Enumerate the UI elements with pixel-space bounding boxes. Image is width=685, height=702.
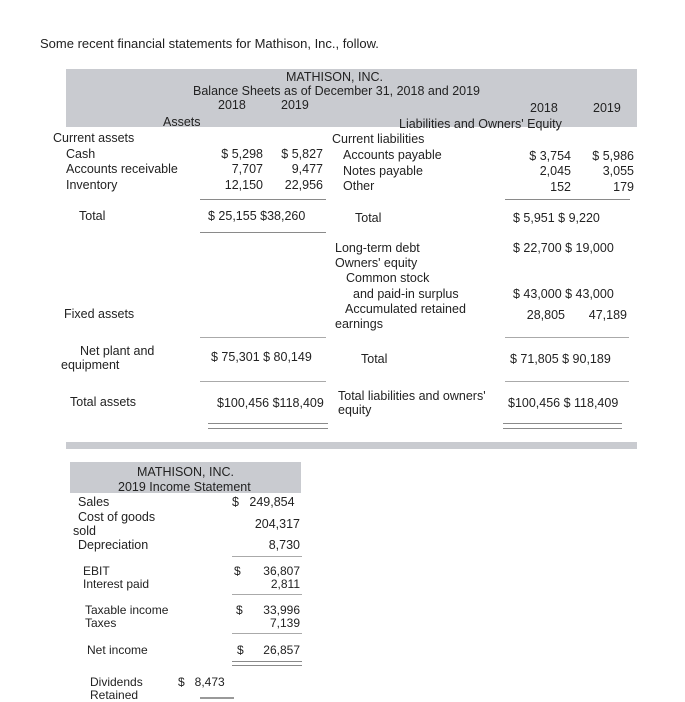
common-stock-label: Common stock (346, 271, 430, 285)
owners-equity-total: $ 71,805 $ 90,189 (510, 352, 611, 366)
total-assets-double-rule-2 (208, 428, 328, 429)
common-stock-values: $ 43,000 $ 43,000 (513, 287, 614, 301)
total-assets-label: Total assets (70, 395, 137, 409)
retained-value-cutoff (200, 695, 234, 700)
fixed-assets-rule (200, 337, 326, 338)
current-assets-total: $ 25,155 $38,260 (208, 209, 306, 223)
accounts-receivable-2018: 7,707 (231, 162, 263, 176)
accumulated-retained-label: Accumulated retained (345, 302, 466, 316)
owners-equity-total-rule (505, 381, 629, 382)
accounts-payable-label: Accounts payable (343, 148, 442, 162)
notes-payable-2019: 3,055 (602, 164, 634, 178)
intro-text: Some recent financial statements for Mathison, Inc., follow. (40, 36, 379, 51)
retained-earnings-2018: 28,805 (526, 308, 565, 322)
long-term-debt-label: Long-term debt (335, 241, 420, 255)
current-assets-label: Current assets (53, 131, 135, 145)
owners-equity-rule (505, 337, 629, 338)
total-assets-values: $100,456 $118,409 (217, 396, 324, 410)
current-liabilities-total: $ 5,951 $ 9,220 (513, 211, 600, 225)
ebit-label: EBIT (83, 564, 110, 578)
current-liabilities-total-label: Total (355, 211, 382, 225)
current-liabilities-label: Current liabilities (332, 132, 425, 146)
sales-label: Sales (78, 495, 110, 509)
accounts-receivable-label: Accounts receivable (66, 162, 178, 176)
net-plant-label-1: Net plant and (80, 344, 155, 358)
cogs-label-2: sold (73, 524, 96, 538)
notes-payable-2018: 2,045 (539, 164, 571, 178)
fixed-assets-label: Fixed assets (64, 307, 135, 321)
ebit-value: 36,807 (263, 564, 300, 578)
dividends-label: Dividends (90, 675, 143, 689)
liabilities-header: Liabilities and Owners' Equity (399, 117, 562, 131)
liab-year-2018: 2018 (530, 101, 558, 115)
dividends-value: $ 8,473 (178, 675, 225, 689)
cogs-label-1: Cost of goods (78, 510, 156, 524)
paid-in-surplus-label: and paid-in surplus (353, 287, 459, 301)
total-liabilities-label-1: Total liabilities and owners' (338, 389, 486, 403)
total-liabilities-double-rule-2 (503, 428, 622, 429)
taxable-income-label: Taxable income (85, 603, 169, 617)
inventory-label: Inventory (66, 178, 118, 192)
cash-label: Cash (66, 147, 96, 161)
taxes-value: 7,139 (269, 616, 300, 630)
other-2018: 152 (550, 180, 571, 194)
retained-earnings-2019: 47,189 (588, 308, 627, 322)
current-assets-rule (200, 199, 326, 200)
net-income-dollar: $ (237, 643, 244, 657)
inventory-2018: 12,150 (224, 178, 263, 192)
accounts-payable-2019: $ 5,986 (592, 149, 634, 163)
net-income-double-rule-2 (232, 665, 302, 666)
earnings-label: earnings (335, 317, 383, 331)
depreciation-value: 8,730 (268, 538, 300, 552)
income-statement-company: MATHISON, INC. (137, 465, 234, 479)
interest-paid-label: Interest paid (83, 577, 150, 591)
other-2019: 179 (613, 180, 634, 194)
other-label: Other (343, 179, 375, 193)
taxes-label: Taxes (85, 616, 117, 630)
taxes-rule (232, 633, 302, 634)
current-liabilities-rule (505, 199, 630, 200)
total-liabilities-values: $100,456 $ 118,409 (508, 396, 619, 410)
sales-value: $ 249,854 (232, 495, 295, 509)
assets-header: Assets (163, 115, 201, 129)
current-assets-total-label: Total (79, 209, 106, 223)
cogs-value: 204,317 (254, 517, 300, 531)
long-term-debt-values: $ 22,700 $ 19,000 (513, 241, 614, 255)
interest-rule (232, 594, 302, 595)
net-plant-label-2: equipment (61, 358, 120, 372)
total-liabilities-label-2: equity (338, 403, 372, 417)
taxable-income-value: 33,996 (263, 603, 300, 617)
assets-year-2018: 2018 (218, 98, 246, 112)
accounts-receivable-2019: 9,477 (291, 162, 323, 176)
taxable-income-dollar: $ (236, 603, 243, 617)
accounts-payable-2018: $ 3,754 (529, 149, 571, 163)
owners-equity-label: Owners' equity (335, 256, 418, 270)
section-separator-bar (66, 442, 637, 449)
inventory-2019: 22,956 (284, 178, 323, 192)
net-income-value: 26,857 (263, 643, 300, 657)
balance-sheet-company: MATHISON, INC. (286, 70, 383, 84)
net-plant-rule (200, 381, 326, 382)
balance-sheet-title: Balance Sheets as of December 31, 2018 and 2019 (193, 84, 481, 98)
total-liabilities-double-rule-1 (503, 423, 622, 424)
current-assets-total-rule (200, 232, 326, 233)
interest-paid-value: 2,811 (270, 577, 300, 591)
retained-label: Retained (90, 688, 139, 702)
income-statement-title: 2019 Income Statement (118, 480, 251, 494)
liab-year-2019: 2019 (593, 101, 621, 115)
notes-payable-label: Notes payable (343, 164, 423, 178)
cash-2019: $ 5,827 (281, 147, 323, 161)
ebit-dollar: $ (234, 564, 241, 578)
net-plant-values: $ 75,301 $ 80,149 (211, 350, 312, 364)
total-assets-double-rule-1 (208, 423, 328, 424)
owners-equity-total-label: Total (361, 352, 388, 366)
net-income-double-rule-1 (232, 661, 302, 662)
net-income-label: Net income (87, 643, 148, 657)
depreciation-rule (232, 556, 302, 557)
depreciation-label: Depreciation (78, 538, 149, 552)
assets-year-2019: 2019 (281, 98, 309, 112)
cash-2018: $ 5,298 (221, 147, 263, 161)
